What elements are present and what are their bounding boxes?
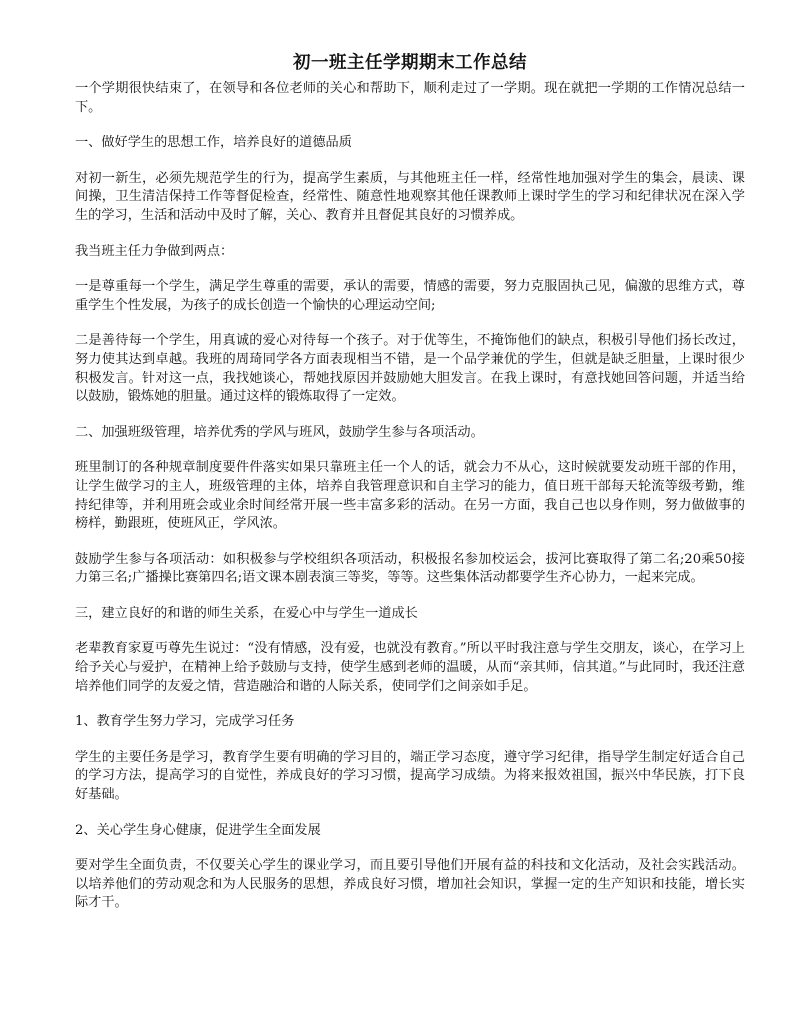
body-paragraph: 鼓励学生参与各项活动：如积极参与学校组织各项活动，积极报名参加校运会，拔河比赛取得了第二名;20乘50接力第三名;广播操比赛第四名;语文课本剧表演三等奖，等等。这些集体活动都要学生齐心协力，一起来完成。 bbox=[75, 551, 745, 586]
body-paragraph: 二是善待每一个学生，用真诚的爱心对待每一个孩子。对于优等生，不掩饰他们的缺点，积极引导他们扬长改过，努力使其达到卓越。我班的周琦同学各方面表现相当不错，是一个品学兼优的学生，但就是缺乏胆量，上课时很少积极发言。针对这一点，我找她谈心，帮她找原因并鼓励她大胆发言。在我上课时，有意找她回答问题，并适当给以鼓励，锻炼她的胆量。通过这样的锻炼取得了一定效。 bbox=[75, 333, 745, 405]
document-page bbox=[75, 50, 745, 930]
body-paragraph: 一是尊重每一个学生，满足学生尊重的需要，承认的需要，情感的需要，努力克服固执己见，偏激的思维方式，尊重学生个性发展，为孩子的成长创造一个愉快的心理运动空间; bbox=[75, 279, 745, 313]
document-title: 初一班主任学期期末工作总结 bbox=[293, 53, 527, 73]
section-heading-3: 三，建立良好的和谐的师生关系，在爱心中与学生一道成长 bbox=[75, 605, 418, 621]
body-paragraph: 学生的主要任务是学习，教育学生要有明确的学习目的，端正学习态度，遵守学习纪律，指导学生制定好适合自己的学习方法，提高学习的自觉性，养成良好的学习习惯，提高学习成绩。为将来报效祖国，振兴中华民族，打下良好基础。 bbox=[75, 749, 745, 803]
intro-paragraph: 一个学期很快结束了，在领导和各位老师的关心和帮助下，顺利走过了一学期。现在就把一学期的工作情况总结一下。 bbox=[75, 81, 745, 115]
body-paragraph: 老辈教育家夏丏尊先生说过：“没有情感，没有爱，也就没有教育。”所以平时我注意与学生交朋友，谈心，在学习上给予关心与爱护，在精神上给予鼓励与支持，使学生感到老师的温暖，从而“亲其师，信其道。”与此同时，我还注意培养他们同学的友爱之情，营造融洽和谐的人际关系，使同学们之间亲如手足。 bbox=[75, 641, 745, 694]
body-paragraph: 班里制订的各种规章制度要件件落实如果只靠班主任一个人的话，就会力不从心，这时候就要发动班干部的作用，让学生做学习的主人，班级管理的主体，培养自我管理意识和自主学习的能力，值日班干部每天轮流等级考勤，维持纪律等，并利用班会或业余时间经常开展一些丰富多彩的活动。在另一方面，我自己也以身作则，努力做做事的榜样，勤跟班，使班风正，学风浓。 bbox=[75, 460, 745, 532]
body-paragraph: 要对学生全面负责，不仅要关心学生的课业学习，而且要引导他们开展有益的科技和文化活动，及社会实践活动。以培养他们的劳动观念和为人民服务的思想，养成良好习惯，增加社会知识，掌握一定的生产知识和技能，增长实际才干。 bbox=[75, 858, 745, 911]
subsection-heading-2: 2、关心学生身心健康，促进学生全面发展 bbox=[75, 822, 321, 838]
section-heading-2: 二、加强班级管理，培养优秀的学风与班风，鼓励学生参与各项活动。 bbox=[75, 424, 484, 440]
subsection-heading-1: 1、教育学生努力学习，完成学习任务 bbox=[75, 714, 295, 730]
section-heading-1: 一、做好学生的思想工作，培养良好的道德品质 bbox=[75, 135, 352, 151]
body-paragraph: 对初一新生，必须先规范学生的行为，提高学生素质，与其他班主任一样，经常性地加强对学生的集会，晨读、课间操，卫生清洁保持工作等督促检查，经常性、随意性地观察其他任课教师上课时学生的学习和纪律状况在深入学生的学习，生活和活动中及时了解，关心、教育并且督促其良好的习惯养成。 bbox=[75, 170, 745, 223]
body-paragraph: 我当班主任力争做到两点： bbox=[75, 243, 234, 259]
